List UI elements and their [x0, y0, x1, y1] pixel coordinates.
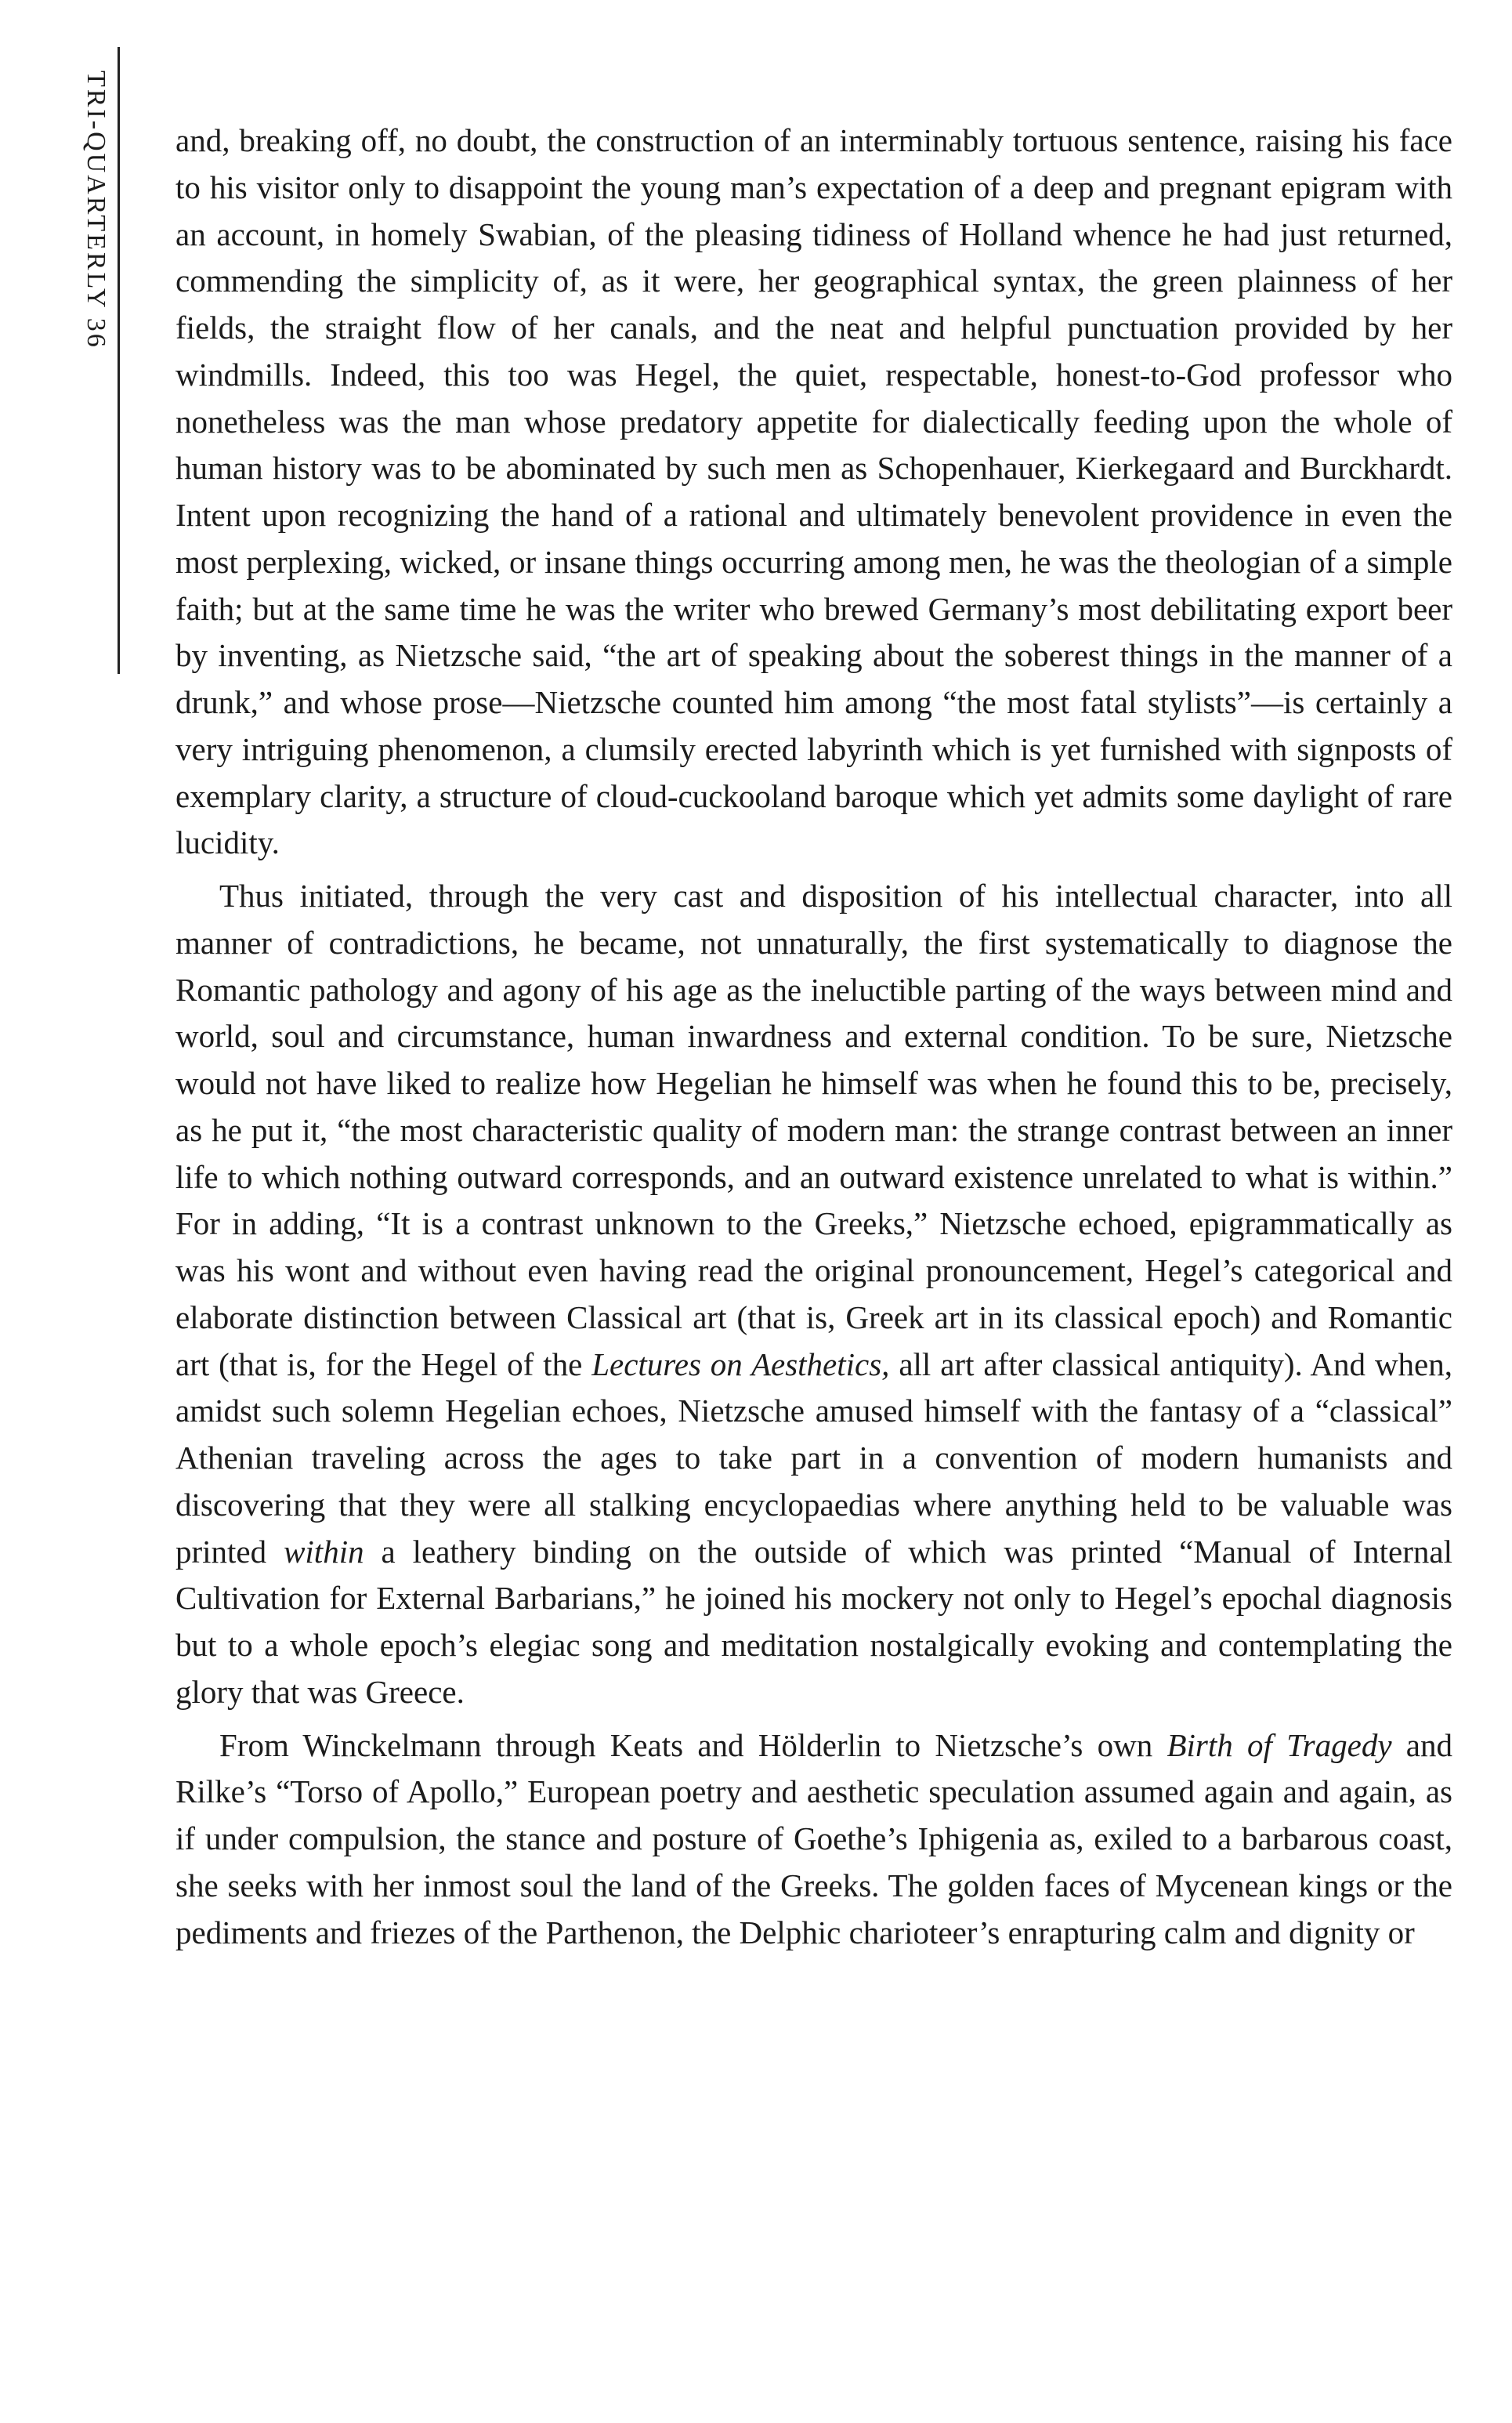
paragraph-text: From Winckelmann through Keats and Hölderlin to Nietzsche’s own — [219, 1726, 1167, 1763]
paragraph-text: and Rilke’s “Torso of Apollo,” European poetry and aesthetic speculation assumed again and again, as if under compulsion, the stance and posture of Goethe’s Iphigenia as, exiled to a barbarous coast, she seeks with her inmost soul the land of the Greeks. The golden faces of Mycenean kings or the pediments and friezes of the Parthenon, the Delphic charioteer’s enrapturing calm and dignity or — [175, 1726, 1452, 1950]
emphasis-italic: within — [284, 1533, 364, 1570]
margin-header — [71, 71, 121, 666]
paragraph-1 — [175, 118, 1452, 867]
paragraph-text: all art after classical antiquity). And when, amidst such solemn Hegelian echoes, Nietzsche amused himself with the fantasy of a “classical” Athenian traveling across the ages to take part in a convention of modern humanists and discovering that they were all stalking encyclopaedias where anything held to be valuable was printed — [175, 1346, 1452, 1570]
book-title-italic: Birth of Tragedy — [1167, 1726, 1392, 1763]
paragraph-3 — [175, 1722, 1452, 1957]
paragraph-2 — [175, 873, 1452, 1716]
running-head: TRI-QUARTERLY 36 — [81, 71, 110, 350]
margin-rule — [118, 47, 120, 674]
body-text — [175, 118, 1452, 1956]
paragraph-text: and, breaking off, no doubt, the construction of an interminably tortuous sentence, raising his face to his visitor only to disappoint the young man’s expectation of a deep and pregnant epigram with an account, in homely Swabian, of the pleasing tidiness of Holland whence he had just returned, commending the simplicity of, as it were, her geographical syntax, the green plainness of her fields, the straight flow of her canals, and the neat and helpful punctuation provided by her windmills. Indeed, this too was Hegel, the quiet, respectable, honest-to-God professor who nonetheless was the man whose predatory appetite for dialectically feeding upon the whole of human history was to be abominated by such men as Schopenhauer, Kierkegaard and Burckhardt. Intent upon recognizing the hand of a rational and ultimately benevolent providence in even the most perplexing, wicked, or insane things occurring among men, he was the theologian of a simple faith; but at the same time he was the writer who brewed Germany’s most debilitating export beer by inventing, as Nietzsche said, “the art of speaking about the soberest things in the manner of a drunk,” and whose prose—Nietzsche counted him among “the most fatal stylists”—is certainly a very intriguing phenomenon, a clumsily erected labyrinth which is yet furnished with signposts of exemplary clarity, a structure of cloud-cuckooland baroque which yet admits some daylight of rare lucidity. — [175, 122, 1452, 861]
paragraph-text: a leathery binding on the outside of which was printed “Manual of Internal Cultivation for External Barbarians,” he joined his mockery not only to Hegel’s epochal diagnosis but to a whole epoch’s elegiac song and meditation nostalgically evoking and contemplating the glory that was Greece. — [175, 1533, 1452, 1710]
paragraph-text: Thus initiated, through the very cast and disposition of his intellectual character, into all manner of contradictions, he became, not unnaturally, the first systematically to diagnose the Romantic pathology and agony of his age as the ineluctible parting of the ways between mind and world, soul and circumstance, human inwardness and external condition. To be sure, Nietzsche would not have liked to realize how Hegelian he himself was when he found this to be, precisely, as he put it, “the most characteristic quality of modern man: the strange contrast between an inner life to which nothing outward corresponds, and an outward existence unrelated to what is within.” For in adding, “It is a contrast unknown to the Greeks,” Nietzsche echoed, epigrammatically as was his wont and without even having read the original pronouncement, Hegel’s categorical and elaborate distinction between Classical art (that is, Greek art in its classical epoch) and Romantic art (that is, for the Hegel of the — [175, 878, 1452, 1382]
book-title-italic: Lectures on Aesthetics, — [591, 1346, 890, 1382]
